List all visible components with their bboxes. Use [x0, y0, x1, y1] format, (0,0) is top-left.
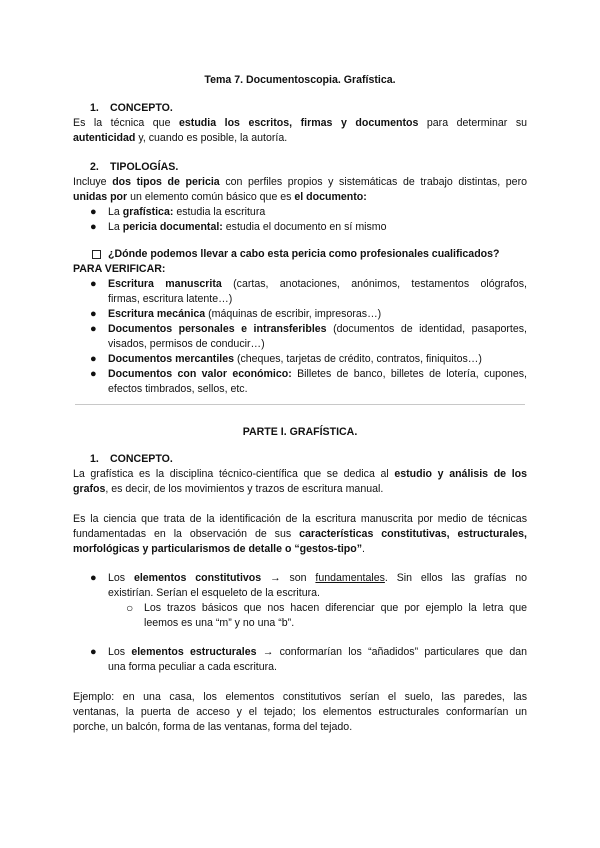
- bold-text: Documentos mercantiles: [108, 353, 234, 365]
- verify-heading: PARA VERIFICAR:: [73, 263, 166, 275]
- bullet-icon: ●: [90, 278, 97, 290]
- bullet-icon: ●: [90, 353, 97, 365]
- list-item: [108, 205, 265, 220]
- text: . Sin ellos las grafías no: [384, 572, 527, 584]
- text: con perfiles propios y sistemáticas de trabajo distintas, pero: [219, 176, 527, 188]
- text: Incluye: [73, 176, 113, 188]
- bullet-icon: ●: [90, 308, 97, 320]
- list-item: [108, 352, 482, 367]
- list-item-continuation: firmas, escritura latente…): [108, 293, 233, 305]
- list-item: [108, 220, 387, 235]
- bold-text: características constitutivas, estructurales,: [299, 528, 527, 540]
- text: (documentos de identidad, pasaportes,: [326, 323, 527, 335]
- bold-text: autenticidad: [73, 132, 136, 144]
- text: → conformarían los “añadidos” particulares que dan: [256, 646, 527, 658]
- list-item-continuation: efectos timbrados, sellos, etc.: [108, 383, 248, 395]
- text: Billetes de banco, billetes de lotería, cupones,: [291, 368, 527, 380]
- list-item: [108, 307, 381, 322]
- sub-list-item: Los trazos básicos que nos hacen diferenciar que por ejemplo la letra que: [144, 602, 527, 614]
- text: , es decir, de los movimientos y trazos de escritura manual.: [105, 483, 384, 495]
- paragraph-line: [73, 527, 527, 542]
- horizontal-divider: [75, 404, 525, 405]
- paragraph-line: [73, 116, 527, 131]
- bold-text: elementos constitutivos: [133, 572, 262, 584]
- list-item: [108, 322, 527, 337]
- bold-text: el documento:: [294, 191, 367, 203]
- checkbox-icon: [92, 250, 101, 259]
- list-item: [108, 571, 527, 586]
- text: y, cuando es posible, la autoría.: [135, 132, 288, 144]
- section-number: 1.: [90, 453, 99, 465]
- paragraph-line: [73, 482, 383, 497]
- text: (cartas, anotaciones, anónimos, testamentos ológrafos,: [221, 278, 527, 290]
- text: Los: [108, 646, 132, 658]
- text: para determinar su: [418, 117, 528, 129]
- list-item: [108, 367, 527, 382]
- text: estudia la escritura: [173, 206, 266, 218]
- text: Los: [108, 572, 134, 584]
- example-line: ventanas, la puerta de acceso y el tejado; los elementos estructurales conformarían un: [73, 706, 527, 718]
- section-number: 1.: [90, 102, 99, 114]
- list-item-continuation: existirían. Serían el esqueleto de la escritura.: [108, 587, 320, 599]
- text: → son: [261, 572, 316, 584]
- text: .: [362, 543, 365, 555]
- bold-text: estudio y análisis de los: [394, 468, 527, 480]
- bold-text: Documentos personales e intransferibles: [108, 323, 327, 335]
- list-item-continuation: una forma peculiar a cada escritura.: [108, 661, 277, 673]
- list-item-continuation: visados, permisos de conducir…): [108, 338, 265, 350]
- bold-text: grafos: [73, 483, 106, 495]
- bold-text: Escritura mecánica: [108, 308, 206, 320]
- example-line: Ejemplo: en una casa, los elementos constitutivos serían el suelo, las paredes, las: [73, 691, 527, 703]
- document-title: Tema 7. Documentoscopia. Grafística.: [204, 74, 396, 86]
- bullet-icon: ●: [90, 206, 97, 218]
- part-title: PARTE I. GRAFÍSTICA.: [242, 426, 358, 438]
- text: un elemento común básico que es: [127, 191, 295, 203]
- underlined-text: fundamentales: [315, 572, 385, 584]
- text: fundamentadas en la observación de sus: [73, 528, 300, 540]
- paragraph-line: [73, 542, 365, 557]
- section-heading-text: CONCEPTO.: [110, 102, 173, 114]
- hollow-bullet-icon: ○: [126, 601, 134, 615]
- text: La: [108, 206, 123, 218]
- list-item: [108, 645, 527, 660]
- paragraph-line: [73, 190, 367, 205]
- paragraph-line: Es la ciencia que trata de la identificación de la escritura manuscrita por medio de técnicas: [73, 513, 527, 525]
- bold-text: unidas por: [73, 191, 128, 203]
- section-number: 2.: [90, 161, 99, 173]
- text: Es la técnica que: [73, 117, 180, 129]
- bold-text: estudia los escritos, firmas y documentos: [179, 117, 419, 129]
- bullet-icon: ●: [90, 572, 97, 584]
- paragraph-line: [73, 175, 527, 190]
- text: (máquinas de escribir, impresoras…): [205, 308, 382, 320]
- section-heading-text: CONCEPTO.: [110, 453, 173, 465]
- question-heading: ¿Dónde podemos llevar a cabo esta pericia como profesionales cualificados?: [108, 248, 500, 260]
- bold-text: Escritura manuscrita: [108, 278, 222, 290]
- example-line: porche, un balcón, forma de las ventanas, forma del tejado.: [73, 721, 353, 733]
- sub-list-item-continuation: leemos es una “m” y no una “b”.: [144, 617, 295, 629]
- section-heading-text: TIPOLOGÍAS.: [110, 161, 179, 173]
- bullet-icon: ●: [90, 323, 97, 335]
- text: estudia el documento en sí mismo: [222, 221, 387, 233]
- list-item: [108, 277, 527, 292]
- bold-text: dos tipos de pericia: [112, 176, 220, 188]
- bullet-icon: ●: [90, 646, 97, 658]
- bold-text: pericia documental:: [122, 221, 223, 233]
- paragraph-line: [73, 131, 287, 146]
- paragraph-line: [73, 467, 527, 482]
- section-heading-concepto-part: [90, 452, 173, 467]
- text: (cheques, tarjetas de crédito, contratos, finiquitos…): [234, 353, 482, 365]
- bullet-icon: ●: [90, 368, 97, 380]
- bold-text: elementos estructurales: [131, 646, 257, 658]
- text: La: [108, 221, 123, 233]
- text: La grafística es la disciplina técnico-científica que se dedica al: [73, 468, 395, 480]
- section-heading-concepto: [90, 101, 173, 116]
- bullet-icon: ●: [90, 221, 97, 233]
- bold-text: Documentos con valor económico:: [108, 368, 292, 380]
- bold-text: morfológicas y particularismos de detalle o “gestos-tipo”: [73, 543, 363, 555]
- section-heading-tipologias: [90, 160, 178, 175]
- bold-text: grafística:: [122, 206, 174, 218]
